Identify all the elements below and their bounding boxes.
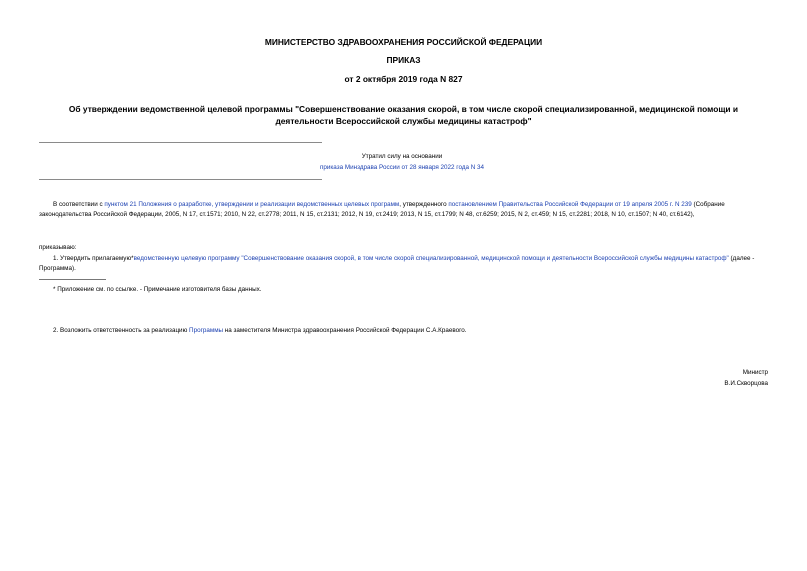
signature-name: В.И.Скворцова [724, 380, 768, 387]
order-word: приказываю: [39, 244, 77, 251]
signature-position: Министр [742, 369, 768, 376]
program-short-link[interactable]: Программы [189, 327, 224, 334]
program-link[interactable]: ведомственную целевую программу "Совершенствование оказания скорой, в том числе скорой специализированной, медицинской помощи и деятельности Всероссийской службы медицины катастроф" [133, 255, 729, 262]
preamble-text-1: В соответствии с [53, 201, 105, 208]
item-1-suffix: (далее - Программа). [39, 255, 755, 272]
item-1-paragraph [39, 254, 768, 273]
divider-top [39, 142, 322, 143]
preamble-paragraph [39, 200, 768, 219]
status-note-link[interactable]: приказа Минздрава России от 28 января 2022 года N 34 [319, 164, 485, 171]
item-2-paragraph [53, 326, 768, 336]
item-2-suffix: на заместителя Министра здравоохранения Российской Федерации С.А.Краевого. [223, 327, 467, 334]
footnote-divider [39, 279, 106, 280]
preamble-link-resolution[interactable]: постановлением Правительства Российской Федерации от 19 апреля 2005 г. N 239 [448, 201, 692, 208]
item-2-prefix: 2. Возложить ответственность за реализацию [53, 327, 190, 334]
doc-title-line2: деятельности Всероссийской службы медицины катастроф" [275, 116, 532, 126]
preamble-link-regulation[interactable]: пунктом 21 Положения о разработке, утверждении и реализации ведомственных целевых программ [104, 201, 400, 208]
doc-date-heading: от 2 октября 2019 года N 827 [344, 74, 463, 84]
preamble-text-3: (Собрание законодательства Российской Федерации, 2005, N 17, ст.1571; 2010, N 22, ст.2778; 2011, N 15, ст.2131; 2012, N 19, ст.2419; 2013, N 15, ст.1799; N 48, ст.6259; 2015, N 2, ст.459; N 15, ст.2281; 2018, N 10, ст.1507; N 40, ст.6142), [39, 201, 725, 218]
item-1-prefix: 1. Утвердить прилагаемую* [53, 255, 134, 262]
footnote-text: * Приложение см. по ссылке. - Примечание изготовителя базы данных. [53, 286, 262, 293]
divider-bottom [39, 179, 322, 180]
status-note-text: Утратил силу на основании [361, 153, 443, 160]
preamble-text-2: , утвержденного [399, 201, 449, 208]
ministry-heading: МИНИСТЕРСТВО ЗДРАВООХРАНЕНИЯ РОССИЙСКОЙ ФЕДЕРАЦИИ [264, 37, 543, 47]
doc-title-line1: Об утверждении ведомственной целевой программы "Совершенствование оказания скорой, в том числе скорой специализированной, медицинской помощи и [68, 104, 739, 114]
doc-type-heading: ПРИКАЗ [386, 55, 421, 65]
